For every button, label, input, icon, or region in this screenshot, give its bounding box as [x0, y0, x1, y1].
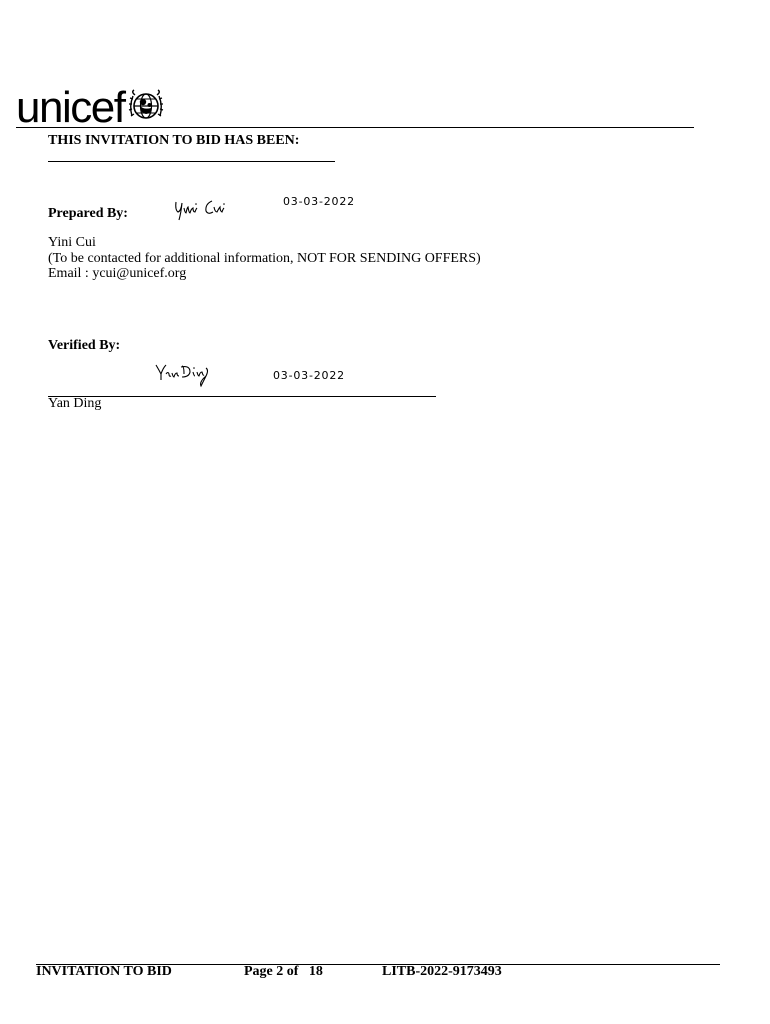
preparer-name: Yini Cui: [48, 235, 96, 250]
unicef-emblem-icon: [126, 86, 166, 126]
preparer-signature: [172, 198, 230, 222]
unicef-logo: [16, 80, 166, 132]
signature-line: [48, 396, 436, 397]
verified-date: 03-03-2022: [273, 369, 345, 382]
preparer-contact: [48, 235, 481, 282]
preparer-note: (To be contacted for additional information, NOT FOR SENDING OFFERS): [48, 250, 481, 266]
prepared-date: 03-03-2022: [283, 195, 355, 208]
footer-page-number: Page 2 of 18: [244, 964, 323, 979]
footer-reference: LITB-2022-9173493: [382, 964, 502, 979]
verified-by-label: Verified By:: [48, 338, 121, 353]
title-underline: [48, 161, 335, 162]
footer-document-type: INVITATION TO BID: [36, 964, 172, 979]
preparer-email: Email : ycui@unicef.org: [48, 266, 187, 281]
page-title: THIS INVITATION TO BID HAS BEEN:: [48, 133, 300, 148]
logo-wordmark: unicef: [16, 83, 125, 132]
verifier-name: Yan Ding: [48, 396, 102, 411]
prepared-by-label: Prepared By:: [48, 206, 128, 221]
header-divider: [16, 127, 694, 128]
verifier-signature: [154, 362, 210, 388]
